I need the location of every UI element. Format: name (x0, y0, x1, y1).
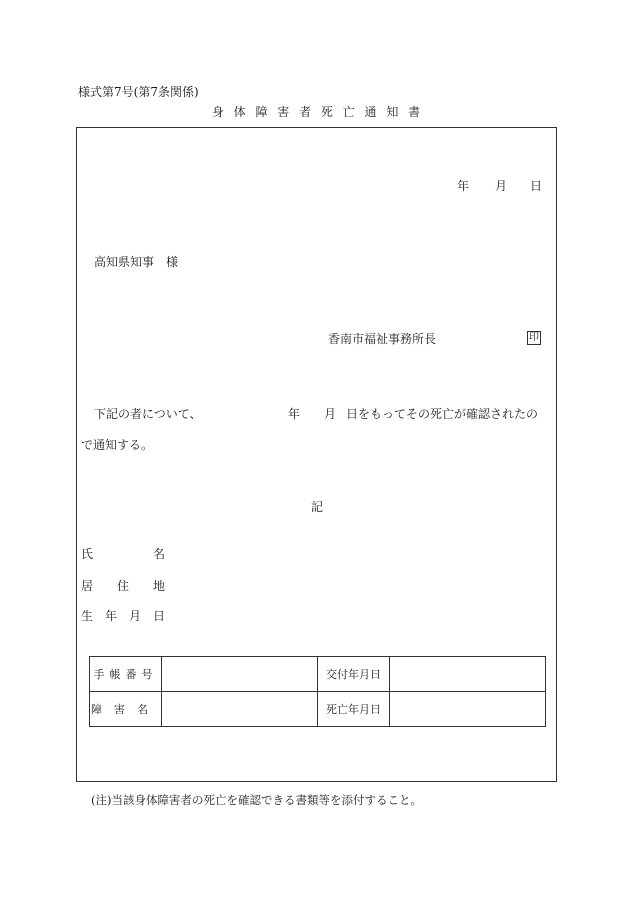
document-title: 身 体 障 害 者 死 亡 通 知 書 (211, 105, 424, 119)
footnote: (注)当該身体障害者の死亡を確認できる書類等を添付すること。 (91, 793, 422, 807)
handbook-number-label: 手帳番号 (90, 657, 162, 692)
field-address-char-3: 地 (153, 579, 166, 593)
issue-date-value[interactable] (390, 657, 546, 692)
death-date-label: 死亡年月日 (318, 692, 390, 727)
notice-month-label: 月 (324, 407, 337, 421)
issue-date-label: 交付年月日 (318, 657, 390, 692)
addressee: 高知県知事 様 (94, 255, 179, 269)
field-birthdate-char-3: 月 (129, 609, 142, 623)
info-table (89, 656, 546, 727)
notice-line-2: で通知する。 (81, 438, 154, 452)
field-address-char-1: 居 (81, 579, 94, 593)
field-birthdate-char-1: 生 (81, 609, 94, 623)
death-date-value[interactable] (390, 692, 546, 727)
seal-mark: 印 (529, 332, 539, 343)
field-birthdate-char-4: 日 (153, 609, 166, 623)
table-row (90, 657, 546, 692)
field-name-char-1: 氏 (81, 547, 94, 561)
date-month-label: 月 (495, 179, 508, 193)
field-name-char-2: 名 (153, 547, 166, 561)
date-year-label: 年 (457, 179, 470, 193)
table-row (90, 692, 546, 727)
notice-year-label: 年 (288, 407, 301, 421)
ki-heading: 記 (310, 500, 323, 514)
field-birthdate-char-2: 年 (105, 609, 118, 623)
form-number: 様式第7号(第7条関係) (78, 85, 199, 99)
field-address-char-2: 住 (117, 579, 130, 593)
notice-prefix: 下記の者について、 (94, 407, 202, 421)
handbook-number-value[interactable] (162, 657, 318, 692)
date-day-label: 日 (530, 179, 543, 193)
disability-name-label: 障害名 (90, 692, 162, 727)
disability-name-value[interactable] (162, 692, 318, 727)
sender-name: 香南市福祉事務所長 (328, 332, 437, 346)
notice-suffix: 日をもってその死亡が確認されたの (346, 407, 539, 421)
